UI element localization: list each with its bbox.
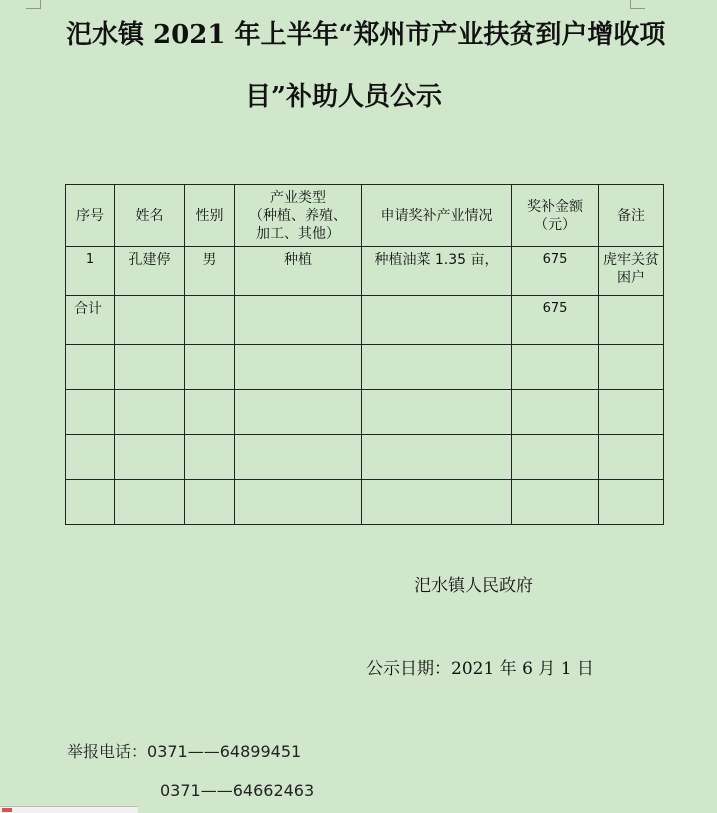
- row-name: 孔建停: [115, 247, 185, 296]
- empty-cell: [115, 390, 185, 435]
- row-industry-type: 种植: [235, 247, 362, 296]
- header-industry-type-line-3: 加工、其他）: [256, 225, 340, 242]
- page-title-line-1: 汜水镇 2021 年上半年“郑州市产业扶贫到户增收项: [66, 20, 666, 50]
- total-empty-cell: [115, 296, 185, 345]
- empty-cell: [235, 435, 362, 480]
- empty-cell: [599, 390, 664, 435]
- subsidy-roster-table: [65, 184, 664, 525]
- page-corner-mark-right: [630, 0, 645, 9]
- issuing-authority: 汜水镇人民政府: [414, 576, 533, 596]
- report-hotline-label: 举报电话：: [67, 742, 148, 761]
- report-hotline-line-1: [67, 739, 301, 762]
- empty-cell: [235, 480, 362, 525]
- empty-cell: [185, 435, 235, 480]
- empty-cell: [66, 435, 115, 480]
- total-empty-cell: [362, 296, 512, 345]
- empty-cell: [362, 480, 512, 525]
- header-name: 姓名: [115, 185, 185, 247]
- empty-cell: [512, 435, 599, 480]
- header-gender: 性别: [185, 185, 235, 247]
- table-empty-row: [66, 345, 664, 390]
- empty-cell: [235, 345, 362, 390]
- empty-cell: [512, 480, 599, 525]
- row-seq: 1: [66, 247, 115, 296]
- table-total-row: [66, 296, 664, 345]
- table-empty-row: [66, 480, 664, 525]
- empty-cell: [185, 390, 235, 435]
- report-phone-2: 0371——64662463: [160, 781, 315, 800]
- empty-cell: [115, 480, 185, 525]
- empty-cell: [512, 390, 599, 435]
- empty-cell: [115, 345, 185, 390]
- table-empty-row: [66, 435, 664, 480]
- report-phone-1: 0371——64899451: [147, 742, 302, 761]
- empty-cell: [362, 435, 512, 480]
- header-remark: 备注: [599, 185, 664, 247]
- empty-cell: [66, 480, 115, 525]
- empty-cell: [362, 390, 512, 435]
- header-amount: [512, 185, 599, 247]
- table-empty-row: [66, 390, 664, 435]
- empty-cell: [66, 390, 115, 435]
- header-application: 申请奖补产业情况: [362, 185, 512, 247]
- row-gender: 男: [185, 247, 235, 296]
- header-amount-line-1: 奖补金额: [527, 198, 583, 215]
- page-title-line-2: 目”补助人员公示: [245, 82, 442, 112]
- table-header-row: [66, 185, 664, 247]
- empty-cell: [185, 480, 235, 525]
- empty-cell: [599, 345, 664, 390]
- header-amount-line-2: （元）: [534, 216, 576, 233]
- header-industry-type: [235, 185, 362, 247]
- page-corner-mark-left: [26, 0, 41, 9]
- total-label: 合计: [66, 296, 115, 345]
- total-empty-cell: [185, 296, 235, 345]
- empty-cell: [66, 345, 115, 390]
- header-industry-type-line-1: 产业类型: [270, 189, 326, 206]
- empty-cell: [599, 435, 664, 480]
- empty-cell: [235, 390, 362, 435]
- empty-cell: [512, 345, 599, 390]
- bottom-indicator-icon: [2, 808, 12, 812]
- header-industry-type-line-2: （种植、养殖、: [249, 207, 347, 224]
- empty-cell: [115, 435, 185, 480]
- empty-cell: [362, 345, 512, 390]
- publication-date: 公示日期：2021 年 6 月 1 日: [366, 659, 594, 679]
- total-empty-cell: [235, 296, 362, 345]
- row-application: 种植油菜 1.35 亩，: [362, 247, 512, 296]
- empty-cell: [185, 345, 235, 390]
- empty-cell: [599, 480, 664, 525]
- total-empty-cell: [599, 296, 664, 345]
- row-remark: 虎牢关贫困户: [599, 247, 664, 296]
- header-seq: 序号: [66, 185, 115, 247]
- row-amount: 675: [512, 247, 599, 296]
- table-row: [66, 247, 664, 296]
- total-amount: 675: [512, 296, 599, 345]
